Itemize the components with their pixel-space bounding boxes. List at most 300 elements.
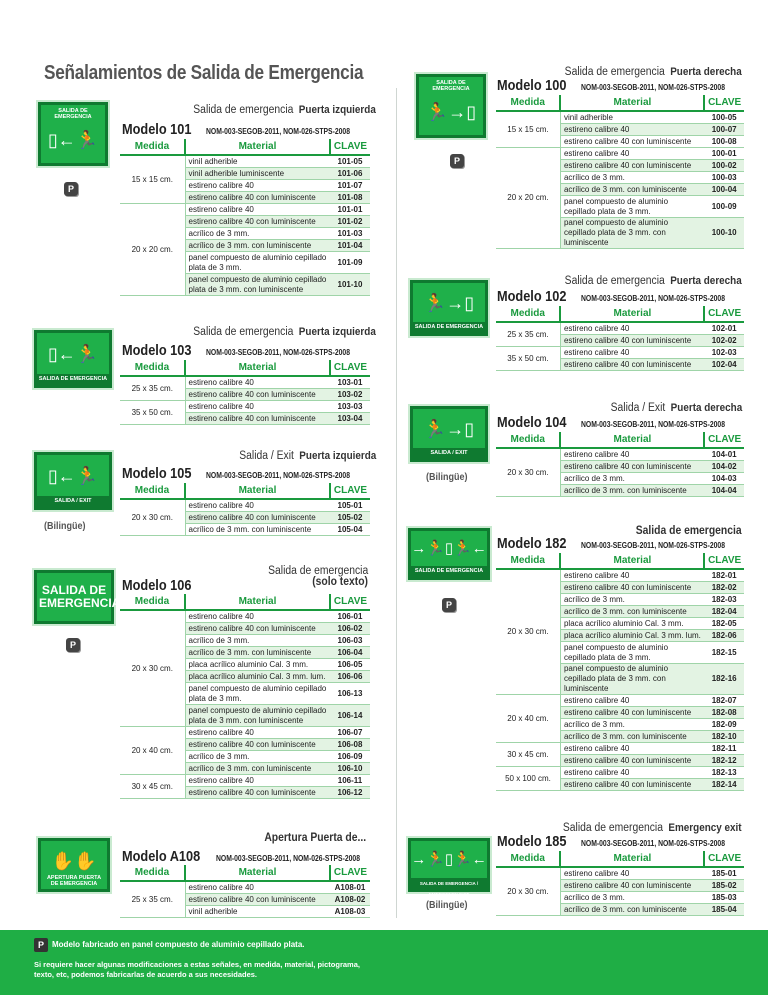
material-cell: panel compuesto de aluminio cepillado plata de 3 mm. bbox=[560, 642, 704, 664]
medida-cell: 20 x 30 cm. bbox=[120, 610, 185, 727]
column-header-medida: Medida bbox=[496, 553, 560, 569]
model-185-door: Emergency exit bbox=[668, 822, 742, 834]
table-106 bbox=[120, 594, 370, 799]
clave-cell: 103-04 bbox=[330, 413, 370, 425]
material-cell: estireno calibre 40 bbox=[560, 867, 704, 880]
table-row bbox=[120, 727, 370, 739]
column-header-medida: Medida bbox=[120, 483, 185, 499]
material-cell: acrílico de 3 mm. bbox=[185, 635, 330, 647]
clave-cell: 100-09 bbox=[704, 196, 744, 218]
material-cell: estireno calibre 40 con luminiscente bbox=[185, 192, 330, 204]
runners-door-icon: →🏃▯🏃← bbox=[411, 851, 487, 868]
material-cell: acrílico de 3 mm. bbox=[560, 594, 704, 606]
hands-pushing-icon: ✋✋ bbox=[51, 851, 97, 871]
material-cell: estireno calibre 40 con luminiscente bbox=[185, 512, 330, 524]
model-104-norm: NOM-003-SEGOB-2011, NOM-026-STPS-2008 bbox=[580, 420, 725, 429]
column-header-material: Material bbox=[185, 865, 330, 881]
material-cell: acrílico de 3 mm. con luminiscente bbox=[560, 731, 704, 743]
model-185-name: Modelo 185 bbox=[497, 833, 567, 850]
table-row bbox=[496, 569, 744, 582]
table-row bbox=[120, 775, 370, 787]
medida-cell: 30 x 45 cm. bbox=[496, 743, 560, 767]
model-105-header bbox=[122, 465, 375, 483]
column-header-clave: CLAVE bbox=[704, 306, 744, 322]
material-cell: estireno calibre 40 con luminiscente bbox=[560, 136, 704, 148]
model-185-title: Salida de emergencia bbox=[563, 822, 664, 834]
clave-cell: 182-07 bbox=[704, 695, 744, 707]
clave-cell: 100-02 bbox=[704, 160, 744, 172]
material-cell: estireno calibre 40 bbox=[560, 347, 704, 359]
sign-image-106 bbox=[34, 570, 121, 624]
model-102-title: Salida de emergencia bbox=[564, 275, 666, 287]
material-cell: estireno calibre 40 con luminiscente bbox=[560, 582, 704, 594]
material-cell: estireno calibre 40 con luminiscente bbox=[185, 216, 330, 228]
model-A108-header bbox=[122, 848, 385, 866]
clave-cell: 106-12 bbox=[330, 787, 370, 799]
material-cell: vinil adherible bbox=[185, 906, 330, 918]
sign-image-100 bbox=[416, 74, 486, 138]
material-cell: acrílico de 3 mm. bbox=[185, 228, 330, 240]
material-cell: placa acrílico aluminio Cal. 3 mm. bbox=[185, 659, 330, 671]
model-104-name: Modelo 104 bbox=[497, 414, 567, 431]
clave-cell: 100-08 bbox=[704, 136, 744, 148]
model-105-title: Salida / Exit bbox=[238, 450, 294, 462]
clave-cell: 106-11 bbox=[330, 775, 370, 787]
material-cell: estireno calibre 40 con luminiscente bbox=[560, 160, 704, 172]
clave-cell: 101-10 bbox=[330, 274, 370, 296]
model-106-subtitle-2 bbox=[312, 576, 368, 588]
medida-cell: 20 x 20 cm. bbox=[120, 204, 185, 296]
model-104-subtitle bbox=[610, 402, 742, 414]
medida-cell: 20 x 40 cm. bbox=[496, 695, 560, 743]
clave-cell: 100-03 bbox=[704, 172, 744, 184]
table-row bbox=[496, 767, 744, 779]
table-185 bbox=[496, 851, 744, 916]
bilingual-label-185: (Bilingüe) bbox=[426, 900, 468, 911]
material-cell: estireno calibre 40 bbox=[185, 727, 330, 739]
clave-cell: 103-01 bbox=[330, 376, 370, 389]
material-cell: estireno calibre 40 bbox=[560, 569, 704, 582]
table-row bbox=[496, 111, 744, 124]
table-row bbox=[120, 881, 370, 894]
sign-text-104: SALIDA / EXIT bbox=[413, 448, 485, 459]
clave-cell: 106-04 bbox=[330, 647, 370, 659]
model-102-door: Puerta derecha bbox=[670, 275, 742, 287]
medida-cell: 30 x 45 cm. bbox=[120, 775, 185, 799]
clave-cell: 182-08 bbox=[704, 707, 744, 719]
model-A108-norm: NOM-003-SEGOB-2011, NOM-026-STPS-2008 bbox=[215, 854, 360, 863]
material-cell: acrílico de 3 mm. bbox=[560, 892, 704, 904]
medida-cell: 20 x 20 cm. bbox=[496, 148, 560, 249]
material-cell: estireno calibre 40 bbox=[185, 180, 330, 192]
runner-arrow-door-icon: 🏃→▯ bbox=[425, 102, 477, 122]
sign-image-103 bbox=[34, 330, 112, 388]
column-header-material: Material bbox=[560, 306, 704, 322]
material-cell: estireno calibre 40 bbox=[185, 401, 330, 413]
clave-cell: 185-01 bbox=[704, 867, 744, 880]
material-cell: estireno calibre 40 con luminiscente bbox=[185, 894, 330, 906]
model-106-title: Salida de emergencia bbox=[267, 565, 368, 577]
model-182-name: Modelo 182 bbox=[497, 535, 567, 552]
model-103-norm: NOM-003-SEGOB-2011, NOM-026-STPS-2008 bbox=[205, 348, 350, 357]
model-100-name: Modelo 100 bbox=[497, 77, 567, 94]
table-row bbox=[496, 743, 744, 755]
clave-cell: 104-03 bbox=[704, 473, 744, 485]
material-cell: panel compuesto de aluminio cepillado plata de 3 mm. bbox=[185, 683, 330, 705]
sign-image-182 bbox=[408, 528, 490, 580]
column-header-medida: Medida bbox=[120, 139, 185, 155]
clave-cell: 182-03 bbox=[704, 594, 744, 606]
column-header-clave: CLAVE bbox=[704, 851, 744, 867]
model-101-header bbox=[122, 121, 375, 139]
medida-cell: 25 x 35 cm. bbox=[496, 322, 560, 347]
runner-arrow-door-icon: 🏃→▯ bbox=[423, 419, 475, 439]
model-105-door: Puerta izquierda bbox=[298, 450, 376, 462]
column-divider bbox=[396, 88, 397, 918]
table-row bbox=[120, 401, 370, 413]
material-cell: panel compuesto de aluminio cepillado plata de 3 mm. bbox=[185, 252, 330, 274]
table-105 bbox=[120, 483, 370, 536]
material-cell: estireno calibre 40 bbox=[185, 775, 330, 787]
model-101-door: Puerta izquierda bbox=[298, 104, 376, 116]
material-cell: acrílico de 3 mm. con luminiscente bbox=[560, 485, 704, 497]
sign-text-105: SALIDA / EXIT bbox=[37, 496, 109, 507]
material-cell: panel compuesto de aluminio cepillado plata de 3 mm. con luminiscente bbox=[185, 274, 330, 296]
medida-cell: 50 x 100 cm. bbox=[496, 767, 560, 791]
material-cell: estireno calibre 40 con luminiscente bbox=[185, 389, 330, 401]
model-102-norm: NOM-003-SEGOB-2011, NOM-026-STPS-2008 bbox=[580, 294, 725, 303]
clave-cell: 182-12 bbox=[704, 755, 744, 767]
column-header-material: Material bbox=[560, 432, 704, 448]
model-103-header bbox=[122, 342, 375, 360]
material-cell: estireno calibre 40 con luminiscente bbox=[560, 359, 704, 371]
model-100-door: Puerta derecha bbox=[670, 66, 742, 78]
material-cell: estireno calibre 40 bbox=[560, 124, 704, 136]
material-cell: estireno calibre 40 con luminiscente bbox=[185, 787, 330, 799]
clave-cell: 106-07 bbox=[330, 727, 370, 739]
clave-cell: 106-14 bbox=[330, 705, 370, 727]
clave-cell: 106-06 bbox=[330, 671, 370, 683]
column-header-medida: Medida bbox=[120, 865, 185, 881]
clave-cell: 185-02 bbox=[704, 880, 744, 892]
material-cell: estireno calibre 40 bbox=[560, 767, 704, 779]
medida-cell: 20 x 30 cm. bbox=[496, 448, 560, 497]
model-104-header bbox=[497, 414, 750, 432]
sign-text-103: SALIDA DE EMERGENCIA bbox=[37, 374, 109, 385]
material-cell: panel compuesto de aluminio cepillado plata de 3 mm. con luminiscente bbox=[560, 218, 704, 249]
clave-cell: 106-02 bbox=[330, 623, 370, 635]
clave-cell: 104-01 bbox=[704, 448, 744, 461]
model-105-subtitle bbox=[239, 450, 376, 462]
material-cell: placa acrílico aluminio Cal. 3 mm. lum. bbox=[560, 630, 704, 642]
sign-text-106: SALIDA DE EMERGENCIA bbox=[39, 583, 121, 610]
model-103-door: Puerta izquierda bbox=[298, 326, 376, 338]
table-row bbox=[496, 347, 744, 359]
column-header-clave: CLAVE bbox=[330, 360, 370, 376]
sign-image-A108 bbox=[38, 838, 110, 892]
model-A108-title: Apertura Puerta de... bbox=[264, 832, 366, 844]
table-182 bbox=[496, 553, 744, 791]
column-header-clave: CLAVE bbox=[330, 483, 370, 499]
clave-cell: 106-08 bbox=[330, 739, 370, 751]
column-header-material: Material bbox=[560, 851, 704, 867]
column-header-clave: CLAVE bbox=[704, 95, 744, 111]
footer-note bbox=[0, 930, 768, 995]
p-badge-icon: P bbox=[64, 182, 78, 196]
material-cell: estireno calibre 40 bbox=[560, 743, 704, 755]
sign-text-101: SALIDA DE EMERGENCIA bbox=[54, 108, 92, 120]
door-arrow-runner-icon: ▯←🏃 bbox=[47, 466, 99, 486]
clave-cell: 182-02 bbox=[704, 582, 744, 594]
medida-cell: 20 x 30 cm. bbox=[496, 569, 560, 695]
clave-cell: 105-02 bbox=[330, 512, 370, 524]
clave-cell: 101-09 bbox=[330, 252, 370, 274]
column-header-material: Material bbox=[185, 594, 330, 610]
table-102 bbox=[496, 306, 744, 371]
model-103-subtitle bbox=[193, 326, 376, 338]
material-cell: panel compuesto de aluminio cepillado plata de 3 mm. con luminiscente bbox=[185, 705, 330, 727]
material-cell: panel compuesto de aluminio cepillado plata de 3 mm. bbox=[560, 196, 704, 218]
clave-cell: A108-01 bbox=[330, 881, 370, 894]
clave-cell: 182-04 bbox=[704, 606, 744, 618]
material-cell: estireno calibre 40 bbox=[560, 148, 704, 160]
column-header-medida: Medida bbox=[496, 432, 560, 448]
material-cell: vinil adherible luminiscente bbox=[185, 168, 330, 180]
clave-cell: 182-05 bbox=[704, 618, 744, 630]
material-cell: acrílico de 3 mm. con luminiscente bbox=[560, 904, 704, 916]
sign-image-104 bbox=[410, 406, 488, 462]
model-A108-subtitle bbox=[264, 832, 366, 844]
column-header-clave: CLAVE bbox=[330, 139, 370, 155]
table-104 bbox=[496, 432, 744, 497]
clave-cell: 106-09 bbox=[330, 751, 370, 763]
medida-cell: 35 x 50 cm. bbox=[120, 401, 185, 425]
clave-cell: 106-10 bbox=[330, 763, 370, 775]
material-cell: placa acrílico aluminio Cal. 3 mm. bbox=[560, 618, 704, 630]
model-182-title: Salida de emergencia bbox=[636, 525, 742, 537]
model-100-norm: NOM-003-SEGOB-2011, NOM-026-STPS-2008 bbox=[580, 83, 725, 92]
medida-cell: 20 x 30 cm. bbox=[496, 867, 560, 916]
material-cell: vinil adherible bbox=[560, 111, 704, 124]
table-row bbox=[120, 204, 370, 216]
material-cell: estireno calibre 40 bbox=[185, 610, 330, 623]
model-105-name: Modelo 105 bbox=[122, 465, 192, 482]
footer-line-1: Modelo fabricado en panel compuesto de aluminio cepillado plata. bbox=[52, 940, 305, 949]
clave-cell: 100-01 bbox=[704, 148, 744, 160]
column-header-medida: Medida bbox=[496, 95, 560, 111]
sign-text-102: SALIDA DE EMERGENCIA bbox=[413, 322, 485, 333]
clave-cell: 182-01 bbox=[704, 569, 744, 582]
model-104-door: Puerta derecha bbox=[670, 402, 742, 414]
model-103-title: Salida de emergencia bbox=[193, 326, 294, 338]
model-182-header bbox=[497, 535, 750, 553]
sign-text-A108: APERTURA PUERTA DE EMERGENCIA bbox=[46, 875, 102, 887]
column-header-medida: Medida bbox=[496, 851, 560, 867]
p-badge-icon: P bbox=[450, 154, 464, 168]
clave-cell: 104-02 bbox=[704, 461, 744, 473]
column-header-medida: Medida bbox=[120, 594, 185, 610]
model-100-header bbox=[497, 77, 750, 95]
table-row bbox=[496, 867, 744, 880]
medida-cell: 15 x 15 cm. bbox=[120, 155, 185, 204]
material-cell: estireno calibre 40 bbox=[185, 881, 330, 894]
page-title: Señalamientos de Salida de Emergencia bbox=[44, 62, 364, 84]
clave-cell: A108-02 bbox=[330, 894, 370, 906]
material-cell: estireno calibre 40 bbox=[185, 376, 330, 389]
model-103-name: Modelo 103 bbox=[122, 342, 192, 359]
table-row bbox=[120, 155, 370, 168]
model-A108-name: Modelo A108 bbox=[122, 848, 201, 865]
material-cell: estireno calibre 40 bbox=[560, 448, 704, 461]
clave-cell: 182-13 bbox=[704, 767, 744, 779]
medida-cell: 35 x 50 cm. bbox=[496, 347, 560, 371]
medida-cell: 15 x 15 cm. bbox=[496, 111, 560, 148]
model-102-subtitle bbox=[565, 275, 742, 287]
material-cell: acrílico de 3 mm. con luminiscente bbox=[185, 647, 330, 659]
runner-arrow-door-icon: 🏃→▯ bbox=[423, 293, 475, 313]
column-header-medida: Medida bbox=[496, 306, 560, 322]
material-cell: acrílico de 3 mm. bbox=[560, 719, 704, 731]
material-cell: estireno calibre 40 bbox=[185, 204, 330, 216]
model-104-title: Salida / Exit bbox=[610, 402, 666, 414]
column-header-clave: CLAVE bbox=[704, 432, 744, 448]
clave-cell: 105-01 bbox=[330, 499, 370, 512]
model-106-name: Modelo 106 bbox=[122, 577, 192, 594]
material-cell: acrílico de 3 mm. con luminiscente bbox=[185, 524, 330, 536]
clave-cell: 100-05 bbox=[704, 111, 744, 124]
p-badge-icon: P bbox=[34, 938, 48, 952]
column-header-material: Material bbox=[560, 553, 704, 569]
clave-cell: 182-15 bbox=[704, 642, 744, 664]
clave-cell: 185-04 bbox=[704, 904, 744, 916]
table-row bbox=[496, 322, 744, 335]
material-cell: panel compuesto de aluminio cepillado plata de 3 mm. con luminiscente bbox=[560, 664, 704, 695]
material-cell: estireno calibre 40 con luminiscente bbox=[560, 707, 704, 719]
model-106-door: (solo texto) bbox=[312, 576, 368, 588]
material-cell: estireno calibre 40 con luminiscente bbox=[185, 623, 330, 635]
medida-cell: 25 x 35 cm. bbox=[120, 376, 185, 401]
clave-cell: A108-03 bbox=[330, 906, 370, 918]
column-header-clave: CLAVE bbox=[704, 553, 744, 569]
model-102-name: Modelo 102 bbox=[497, 288, 567, 305]
table-A108 bbox=[120, 865, 370, 918]
material-cell: estireno calibre 40 bbox=[185, 499, 330, 512]
sign-image-105 bbox=[34, 452, 112, 510]
footer-line-2: Si requiere hacer algunas modificaciones a estas señales, en medida, material, pictograma, texto, etc, podemos fabricarlas de acuerdo a sus necesidades. bbox=[34, 960, 360, 979]
model-100-title: Salida de emergencia bbox=[564, 66, 666, 78]
model-182-norm: NOM-003-SEGOB-2011, NOM-026-STPS-2008 bbox=[580, 541, 725, 550]
column-header-material: Material bbox=[185, 360, 330, 376]
model-101-subtitle bbox=[193, 104, 376, 116]
model-101-title: Salida de emergencia bbox=[193, 104, 294, 116]
material-cell: placa acrílico aluminio Cal. 3 mm. lum. bbox=[185, 671, 330, 683]
clave-cell: 104-04 bbox=[704, 485, 744, 497]
table-row bbox=[120, 376, 370, 389]
table-row bbox=[496, 448, 744, 461]
clave-cell: 106-05 bbox=[330, 659, 370, 671]
bilingual-label-104: (Bilingüe) bbox=[426, 472, 468, 483]
material-cell: estireno calibre 40 bbox=[560, 322, 704, 335]
table-100 bbox=[496, 95, 744, 249]
clave-cell: 102-02 bbox=[704, 335, 744, 347]
model-102-header bbox=[497, 288, 750, 306]
table-row bbox=[496, 695, 744, 707]
model-101-name: Modelo 101 bbox=[122, 121, 192, 138]
sign-text-100: SALIDA DE EMERGENCIA bbox=[432, 80, 470, 92]
clave-cell: 106-13 bbox=[330, 683, 370, 705]
material-cell: acrílico de 3 mm. con luminiscente bbox=[560, 184, 704, 196]
medida-cell: 20 x 30 cm. bbox=[120, 499, 185, 536]
clave-cell: 185-03 bbox=[704, 892, 744, 904]
table-row bbox=[120, 499, 370, 512]
clave-cell: 103-02 bbox=[330, 389, 370, 401]
clave-cell: 182-09 bbox=[704, 719, 744, 731]
clave-cell: 102-01 bbox=[704, 322, 744, 335]
clave-cell: 182-14 bbox=[704, 779, 744, 791]
table-row bbox=[496, 148, 744, 160]
clave-cell: 100-07 bbox=[704, 124, 744, 136]
material-cell: acrílico de 3 mm. bbox=[560, 172, 704, 184]
model-185-header bbox=[497, 833, 750, 851]
runners-door-icon: →🏃▯🏃← bbox=[411, 540, 487, 557]
clave-cell: 182-06 bbox=[704, 630, 744, 642]
clave-cell: 101-08 bbox=[330, 192, 370, 204]
clave-cell: 101-01 bbox=[330, 204, 370, 216]
medida-cell: 20 x 40 cm. bbox=[120, 727, 185, 775]
column-header-medida: Medida bbox=[120, 360, 185, 376]
sign-image-102 bbox=[410, 280, 488, 336]
column-header-material: Material bbox=[185, 139, 330, 155]
material-cell: acrílico de 3 mm. con luminiscente bbox=[185, 240, 330, 252]
column-header-clave: CLAVE bbox=[330, 594, 370, 610]
material-cell: estireno calibre 40 con luminiscente bbox=[185, 413, 330, 425]
column-header-clave: CLAVE bbox=[330, 865, 370, 881]
material-cell: acrílico de 3 mm. con luminiscente bbox=[185, 763, 330, 775]
clave-cell: 182-16 bbox=[704, 664, 744, 695]
sign-text-182: SALIDA DE EMERGENCIA bbox=[411, 566, 487, 577]
material-cell: estireno calibre 40 con luminiscente bbox=[560, 880, 704, 892]
p-badge-icon: P bbox=[66, 638, 80, 652]
clave-cell: 101-07 bbox=[330, 180, 370, 192]
material-cell: estireno calibre 40 con luminiscente bbox=[560, 461, 704, 473]
clave-cell: 106-03 bbox=[330, 635, 370, 647]
clave-cell: 103-03 bbox=[330, 401, 370, 413]
clave-cell: 106-01 bbox=[330, 610, 370, 623]
clave-cell: 102-03 bbox=[704, 347, 744, 359]
door-arrow-runner-icon: ▯←🏃 bbox=[47, 130, 99, 150]
sign-image-185 bbox=[408, 838, 490, 897]
clave-cell: 102-04 bbox=[704, 359, 744, 371]
clave-cell: 100-10 bbox=[704, 218, 744, 249]
clave-cell: 101-04 bbox=[330, 240, 370, 252]
table-103 bbox=[120, 360, 370, 425]
bilingual-label-105: (Bilingüe) bbox=[44, 521, 86, 532]
clave-cell: 101-05 bbox=[330, 155, 370, 168]
material-cell: estireno calibre 40 con luminiscente bbox=[185, 739, 330, 751]
material-cell: vinil adherible bbox=[185, 155, 330, 168]
material-cell: acrílico de 3 mm. con luminiscente bbox=[560, 606, 704, 618]
material-cell: estireno calibre 40 con luminiscente bbox=[560, 335, 704, 347]
table-101 bbox=[120, 139, 370, 296]
column-header-material: Material bbox=[185, 483, 330, 499]
clave-cell: 100-04 bbox=[704, 184, 744, 196]
clave-cell: 101-06 bbox=[330, 168, 370, 180]
material-cell: acrílico de 3 mm. bbox=[560, 473, 704, 485]
material-cell: estireno calibre 40 con luminiscente bbox=[560, 779, 704, 791]
sign-text-185: SALIDA DE EMERGENCIA / EMERGENCY EXIT bbox=[411, 878, 487, 889]
clave-cell: 182-11 bbox=[704, 743, 744, 755]
model-105-norm: NOM-003-SEGOB-2011, NOM-026-STPS-2008 bbox=[205, 471, 350, 480]
